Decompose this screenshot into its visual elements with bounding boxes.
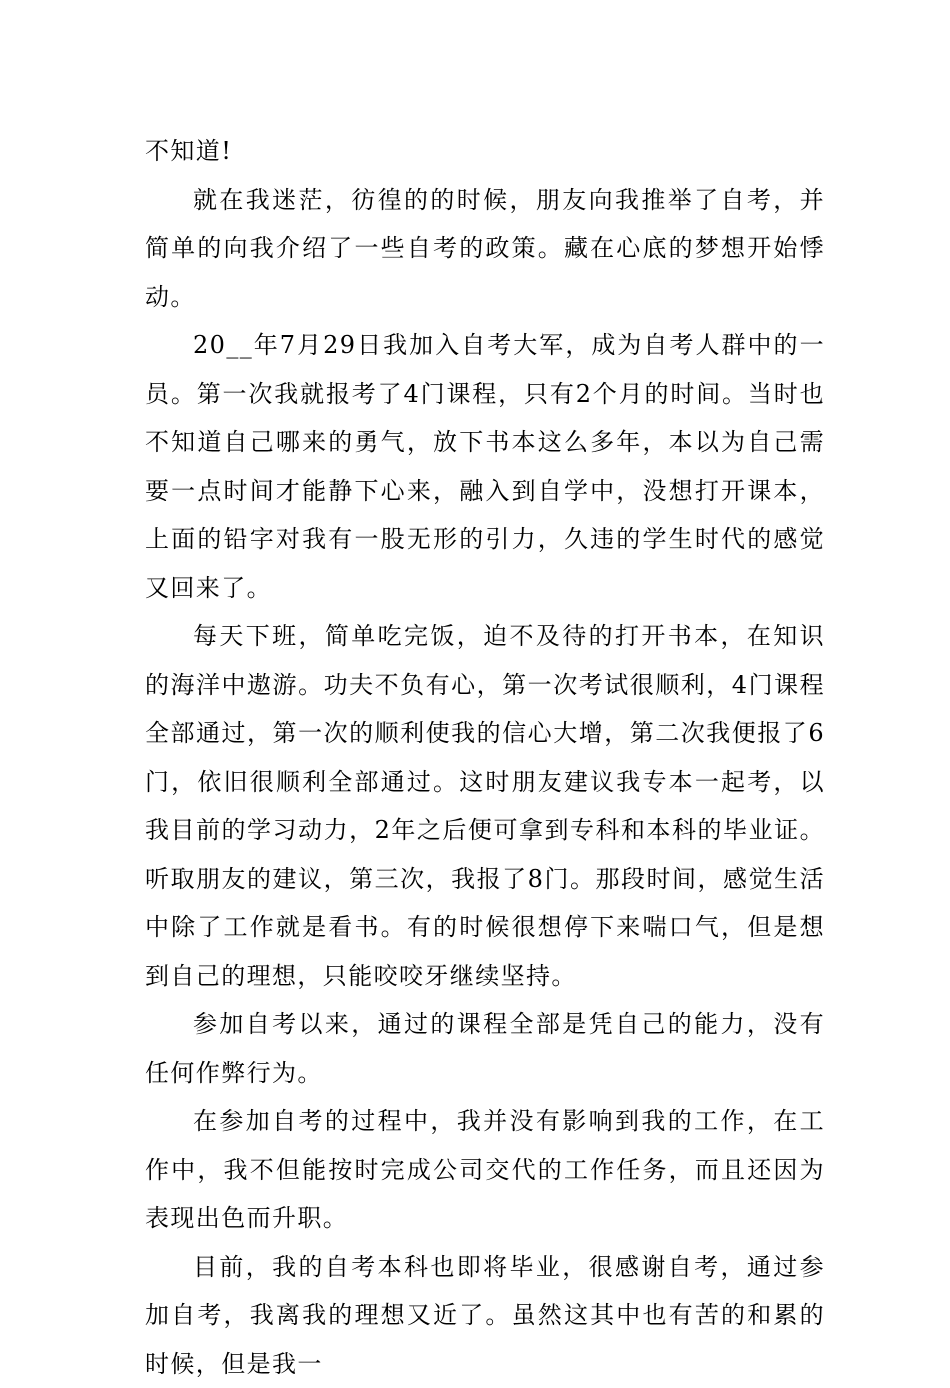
paragraph-5: 参加自考以来，通过的课程全部是凭自己的能力，没有任何作弊行为。 — [145, 1000, 825, 1097]
paragraph-7: 目前，我的自考本科也即将毕业，很感谢自考，通过参加自考，我离我的理想又近了。虽然这其中也有苦的和累的时候，但是我一 — [145, 1243, 825, 1388]
document-body — [145, 127, 825, 1388]
paragraph-3: 20__年7月29日我加入自考大军，成为自考人群中的一员。第一次我就报考了4门课程，只有2个月的时间。当时也不知道自己哪来的勇气，放下书本这么多年，本以为自己需要一点时间才能静下心来，融入到自学中，没想打开课本，上面的铅字对我有一股无形的引力，久违的学生时代的感觉又回来了。 — [145, 321, 825, 612]
paragraph-2: 就在我迷茫，彷徨的的时候，朋友向我推举了自考，并简单的向我介绍了一些自考的政策。藏在心底的梦想开始悸动。 — [145, 176, 825, 322]
paragraph-6: 在参加自考的过程中，我并没有影响到我的工作，在工作中，我不但能按时完成公司交代的工作任务，而且还因为表现出色而升职。 — [145, 1097, 825, 1243]
paragraph-4: 每天下班，简单吃完饭，迫不及待的打开书本，在知识的海洋中遨游。功夫不负有心，第一次考试很顺利，4门课程全部通过，第一次的顺利使我的信心大增，第二次我便报了6门，依旧很顺利全部通过。这时朋友建议我专本一起考，以我目前的学习动力，2年之后便可拿到专科和本科的毕业证。听取朋友的建议，第三次，我报了8门。那段时间，感觉生活中除了工作就是看书。有的时候很想停下来喘口气，但是想到自己的理想，只能咬咬牙继续坚持。 — [145, 612, 825, 1000]
paragraph-1: 不知道! — [145, 127, 825, 176]
